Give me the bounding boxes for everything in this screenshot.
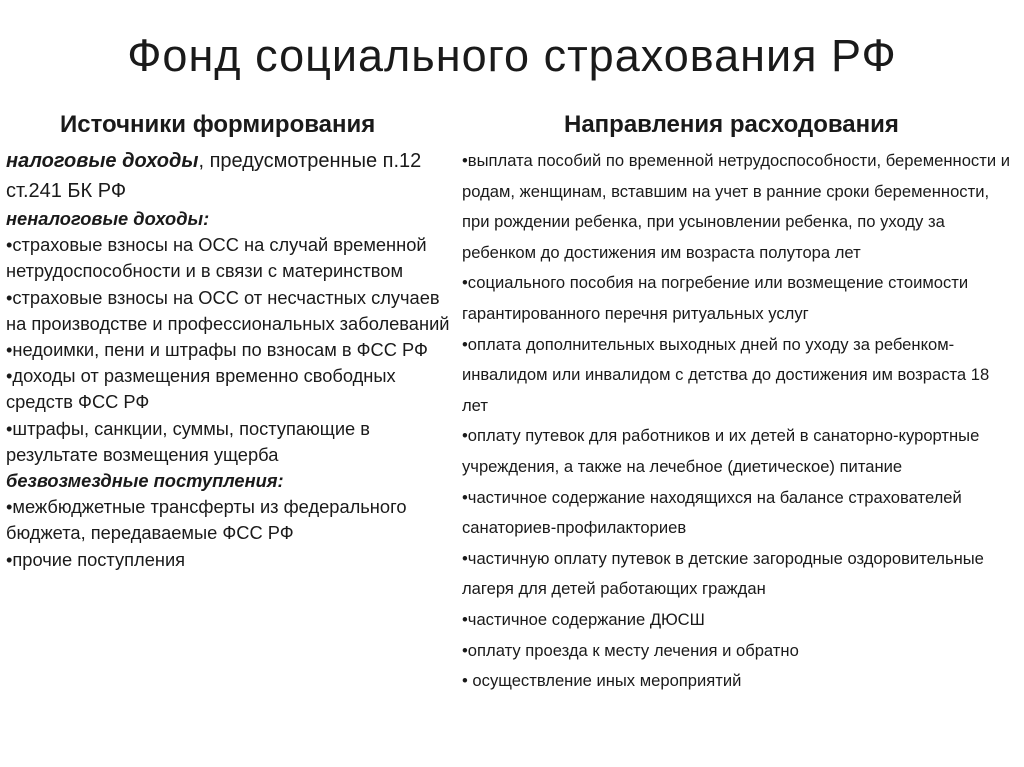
nontax-income-list bbox=[6, 232, 454, 468]
spending-heading: Направления расходования bbox=[564, 111, 899, 138]
tax-income-line bbox=[6, 146, 454, 206]
spending-list bbox=[462, 146, 1018, 697]
list-item: •социального пособия на погребение или возмещение стоимости гарантированного перечня ритуальных услуг bbox=[462, 273, 969, 323]
list-item: •частичную оплату путевок в детские загородные оздоровительные лагеря для детей работающих граждан bbox=[462, 548, 984, 599]
list-item: •недоимки, пени и штрафы по взносам в ФСС РФ bbox=[6, 339, 428, 361]
sources-heading: Источники формирования bbox=[60, 111, 376, 138]
nontax-income-label: неналоговые доходы: bbox=[6, 208, 210, 229]
list-item: •выплата пособий по временной нетрудоспособности, беременности и родам, женщинам, вставшим на учет в ранние сроки беременности, при рождении ребенка, при усыновлении ребенка, по уходу за ребенком до достижения им возраста полутора лет bbox=[462, 151, 1010, 262]
slide-title: Фонд социального страхования РФ bbox=[127, 30, 897, 81]
free-receipts-list bbox=[6, 494, 454, 573]
tax-income-text: , предусмотренные п.12 ст.241 БК РФ bbox=[6, 150, 422, 202]
sources-column bbox=[6, 104, 454, 573]
tax-income-label: налоговые доходы bbox=[6, 150, 199, 172]
list-item: •оплату путевок для работников и их детей в санаторно-курортные учреждения, а также на лечебное (диетическое) питание bbox=[462, 426, 980, 476]
spending-column bbox=[462, 104, 1018, 697]
free-receipts-label: безвозмездные поступления: bbox=[6, 470, 284, 492]
list-item: •частичное содержание ДЮСШ bbox=[462, 609, 705, 629]
list-item: •страховые взносы на ОСС на случай временной нетрудоспособности и в связи с материнством bbox=[6, 234, 427, 282]
list-item: •оплата дополнительных выходных дней по уходу за ребенком-инвалидом или инвалидом с детства до достижения им возраста 18 лет bbox=[462, 334, 990, 415]
list-item: •оплату проезда к месту лечения и обратно bbox=[462, 640, 799, 660]
spending-body bbox=[462, 146, 1018, 697]
sources-body bbox=[6, 146, 454, 573]
list-item: •доходы от размещения временно свободных средств ФСС РФ bbox=[6, 365, 396, 413]
list-item: •прочие поступления bbox=[6, 548, 186, 570]
list-item: •межбюджетные трансферты из федерального бюджета, передаваемые ФСС РФ bbox=[6, 496, 407, 544]
list-item: •частичное содержание находящихся на балансе страхователей санаториев-профилакториев bbox=[462, 487, 962, 538]
list-item: •страховые взносы на ОСС от несчастных случаев на производстве и профессиональных заболеваний bbox=[6, 286, 450, 334]
list-item: • осуществление иных мероприятий bbox=[462, 671, 742, 691]
list-item: •штрафы, санкции, суммы, поступающие в результате возмещения ущерба bbox=[6, 417, 370, 465]
